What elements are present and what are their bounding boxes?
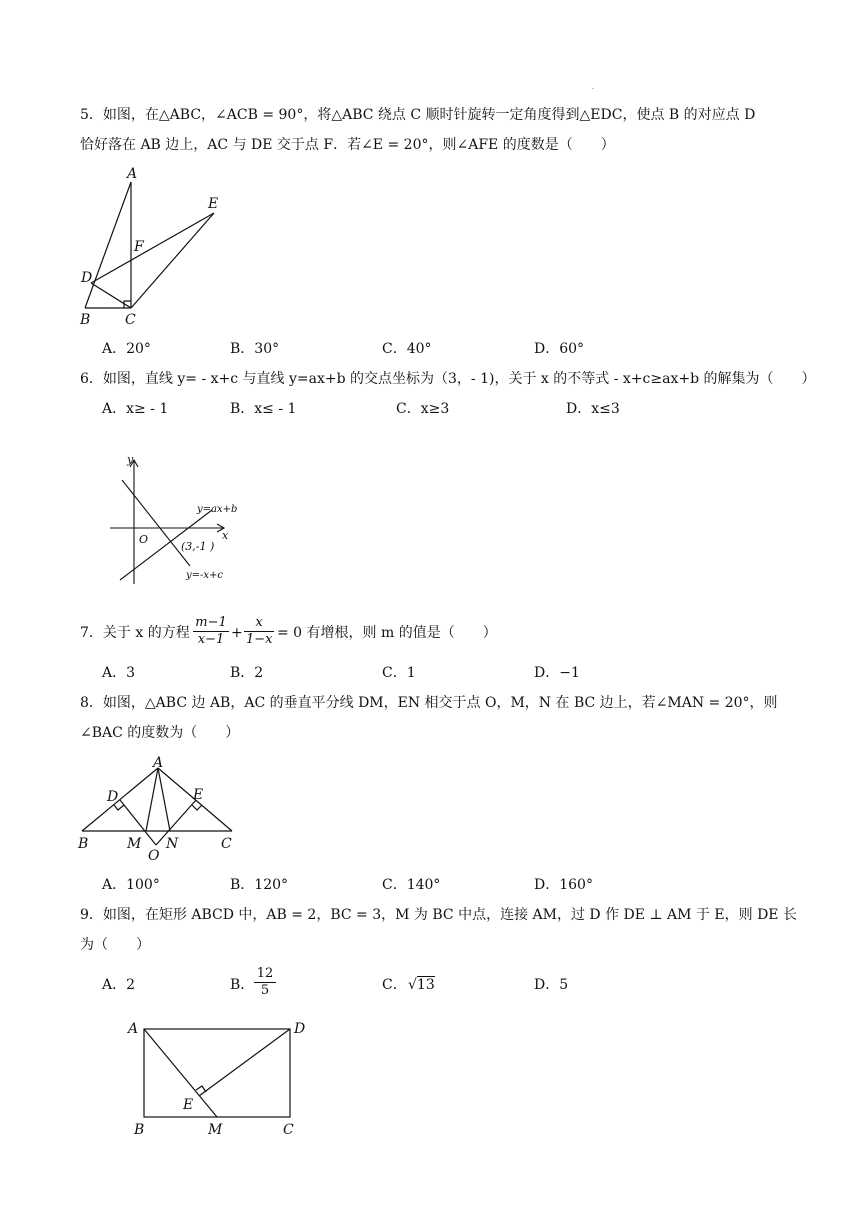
q9-label-A: A [128,1021,139,1037]
q6-line1: 6．如图，直线 y= - x+c 与直线 y=ax+b 的交点坐标为（3，- 1)，关于 x 的不等式 - x+c≥ax+b 的解集为（ ） [80,371,816,387]
q7-plus: + [231,625,243,641]
q9-option-a: A．2 [102,977,136,993]
q8-label-O: O [148,848,160,864]
q6-option-c: C．x≥3 [396,401,450,417]
q9-line2: 为（ ） [80,937,150,953]
q8-line1: 8．如图，△ABC 边 AB，AC 的垂直平分线 DM，EN 相交于点 O，M，N 在 BC 边上，若∠MAN = 20°，则 [80,695,778,711]
q6-option-b: B．x≤ - 1 [230,401,297,417]
q9-option-d: D．5 [534,977,569,993]
q5-option-b: B．30° [230,341,280,357]
q9-label-C: C [283,1122,294,1138]
q7-option-c: C．1 [382,665,416,681]
q8-option-c: C．140° [382,877,441,893]
q8-label-C: C [221,836,232,852]
q8-label-B: B [78,836,89,852]
q9-option-b-prefix: B． [230,977,255,993]
q9-seg-DE [199,1029,290,1096]
q8-label-E: E [193,787,204,803]
q5-label-A: A [127,166,138,182]
q9-seg-AM [144,1029,217,1117]
q5-label-D: D [81,270,93,286]
q5-option-a: A．20° [102,341,151,357]
q8-label-M: M [127,836,142,852]
q5-label-E: E [208,196,219,212]
q7-suffix: = 0 有增根，则 m 的值是（ ） [277,625,497,641]
q8-label-A: A [153,755,164,771]
q5-option-c: C．40° [382,341,432,357]
q8-label-N: N [166,836,179,852]
q7-option-d: D．−1 [534,665,580,681]
q5-label-B: B [80,312,91,328]
q7-frac1-num: m−1 [193,615,229,632]
q9-option-c-prefix: C． [382,977,407,993]
q7-frac1-den: x−1 [197,632,225,647]
q9-label-D: D [294,1021,306,1037]
q9-label-M: M [208,1122,223,1138]
q5-label-F: F [134,239,144,255]
sqrt-sign-icon: √ [408,977,417,993]
q7-option-a: A．3 [102,665,136,681]
q6-option-a: A．x≥ - 1 [102,401,169,417]
q6-label-x: x [222,529,229,542]
q8-line2: ∠BAC 的度数为（ ） [80,725,240,741]
q9-optC-radicand: 13 [416,977,435,993]
q9-optB-num: 12 [254,966,276,983]
q5-line2: 恰好落在 AB 边上，AC 与 DE 交于点 F．若∠E = 20°，则∠AFE 的度数是（ ） [80,137,615,153]
q8-option-d: D．160° [534,877,593,893]
q9-rectangle [144,1029,290,1117]
q9-label-B: B [134,1122,145,1138]
q6-option-d: D．x≤3 [566,401,620,417]
q9-optB-den: 5 [260,983,270,998]
q7-prefix: 7．关于 x 的方程 [80,625,190,641]
q6-label-point: (3,-1 ) [181,540,215,553]
q6-label-line2: y=-x+c [186,570,224,581]
q6-label-y: y [127,453,134,466]
q7-option-b: B．2 [230,665,264,681]
q9-line1: 9．如图，在矩形 ABCD 中，AB = 2，BC = 3，M 为 BC 中点，连接 AM，过 D 作 DE ⊥ AM 于 E，则 DE 长 [80,907,797,923]
q5-line1: 5．如图，在△ABC，∠ACB = 90°，将△ABC 绕点 C 顺时针旋转一定角度得到△EDC，使点 B 的对应点 D [80,107,756,123]
q5-option-d: D．60° [534,341,585,357]
q5-label-C: C [125,312,136,328]
q9-label-E: E [183,1097,194,1113]
q8-option-b: B．120° [230,877,289,893]
q8-option-a: A．100° [102,877,160,893]
q8-label-D: D [107,789,119,805]
q6-label-origin: O [139,533,149,546]
q7-frac2-den: 1−x [246,632,273,647]
page-mark: . [592,84,594,91]
q6-label-line1: y=ax+b [197,504,238,515]
q7-frac2-num: x [244,615,274,632]
q9-right-angle-E [196,1086,206,1092]
